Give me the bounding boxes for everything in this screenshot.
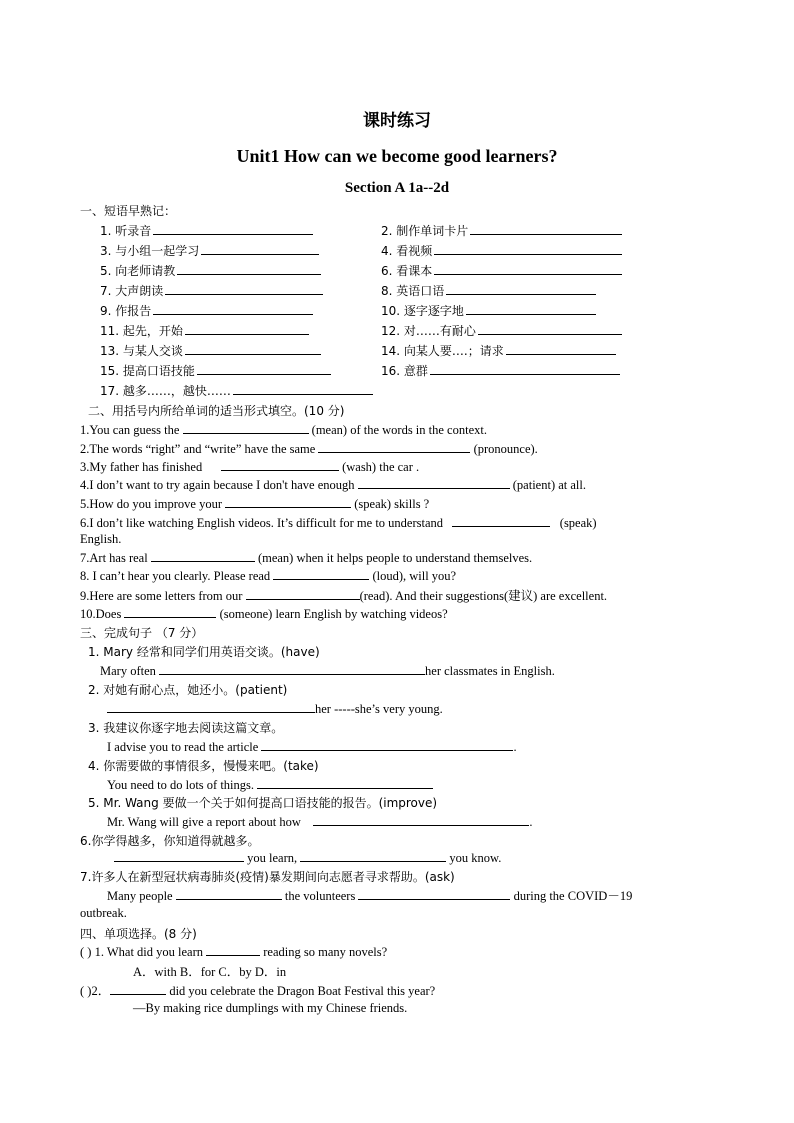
- p3-q7-line: Many people the volunteers during the COVID－19: [107, 889, 633, 903]
- phrase-item: [381, 222, 622, 239]
- answer-blank[interactable]: [358, 476, 510, 489]
- phrase-item: [100, 382, 373, 399]
- part1-heading: 一、短语早熟记：: [80, 204, 177, 218]
- answer-blank[interactable]: [358, 887, 510, 900]
- answer-blank[interactable]: [114, 849, 244, 862]
- answer-blank[interactable]: [233, 382, 373, 395]
- answer-blank[interactable]: [177, 262, 321, 275]
- answer-blank[interactable]: [506, 342, 616, 355]
- phrase-label: 2. 制作单词卡片: [381, 224, 469, 238]
- answer-blank[interactable]: [107, 700, 315, 713]
- p3-q7-cont: outbreak.: [80, 906, 127, 920]
- phrase-item: [381, 302, 596, 319]
- p3-q3: 3. 我建议你逐字地去阅读这篇文章。: [88, 721, 284, 735]
- p2-q5: 5.How do you improve your (speak) skills ?: [80, 497, 430, 511]
- p4-q1-options: A．with B．for C．by D．in: [133, 965, 287, 979]
- p3-q1-line: Mary often her classmates in English.: [100, 664, 555, 678]
- p3-q7: 7.许多人在新型冠状病毒肺炎(疫情)暴发期间向志愿者寻求帮助。(ask): [80, 870, 455, 884]
- answer-blank[interactable]: [153, 302, 313, 315]
- p4-q2: ( )2． did you celebrate the Dragon Boat Festival this year?: [80, 984, 436, 998]
- phrase-label: 11. 起先，开始: [100, 324, 183, 338]
- part3-heading: 三、完成句子 （7 分）: [80, 626, 204, 640]
- phrase-label: 10. 逐字逐字地: [381, 304, 464, 318]
- phrase-label: 13. 与某人交谈: [100, 344, 183, 358]
- answer-blank[interactable]: [165, 282, 323, 295]
- answer-blank[interactable]: [466, 302, 596, 315]
- p3-q3-line: I advise you to read the article .: [107, 740, 517, 754]
- answer-blank[interactable]: [185, 322, 309, 335]
- p3-q2: 2. 对她有耐心点，她还小。(patient): [88, 683, 288, 697]
- p2-q6-cont: English.: [80, 532, 122, 546]
- answer-blank[interactable]: [446, 282, 596, 295]
- phrase-item: [100, 242, 319, 259]
- answer-blank[interactable]: [434, 262, 622, 275]
- phrase-label: 1. 听录音: [100, 224, 152, 238]
- phrase-item: [100, 342, 321, 359]
- answer-blank[interactable]: [221, 458, 339, 471]
- p2-q7: 7.Art has real (mean) when it helps people to understand themselves.: [80, 551, 533, 565]
- p3-q2-line: her -----she’s very young.: [107, 700, 443, 717]
- p3-q5: 5. Mr. Wang 要做一个关于如何提高口语技能的报告。(improve): [88, 796, 438, 810]
- answer-blank[interactable]: [185, 342, 321, 355]
- phrase-label: 15. 提高口语技能: [100, 364, 195, 378]
- unit-title: Unit1 How can we become good learners?: [236, 146, 558, 166]
- answer-blank[interactable]: [225, 495, 351, 508]
- phrase-label: 14. 向某人要….；请求: [381, 344, 504, 358]
- answer-blank[interactable]: [201, 242, 319, 255]
- p2-q6: 6.I don’t like watching English videos. It’s difficult for me to understand (speak): [80, 516, 597, 530]
- phrase-item: [100, 222, 313, 239]
- answer-blank[interactable]: [110, 982, 166, 995]
- p2-q2: 2.The words “right” and “write” have the same (pronounce).: [80, 442, 538, 456]
- p3-q6: 6.你学得越多，你知道得就越多。: [80, 834, 260, 848]
- phrase-label: 7. 大声朗读: [100, 284, 164, 298]
- phrase-item: [381, 342, 616, 359]
- answer-blank[interactable]: [478, 322, 622, 335]
- answer-blank[interactable]: [452, 514, 550, 527]
- phrase-label: 16. 意群: [381, 364, 428, 378]
- phrase-item: [381, 322, 622, 339]
- answer-blank[interactable]: [183, 421, 309, 434]
- p3-q6-line: you learn, you know.: [114, 849, 501, 866]
- page-title: 课时练习: [363, 111, 431, 131]
- p3-q4: 4. 你需要做的事情很多，慢慢来吧。(take): [88, 759, 319, 773]
- section-title: Section A 1a--2d: [344, 180, 450, 196]
- phrase-item: [381, 242, 622, 259]
- answer-blank[interactable]: [159, 662, 425, 675]
- phrase-item: [381, 262, 622, 279]
- phrase-item: [381, 282, 596, 299]
- answer-blank[interactable]: [318, 440, 470, 453]
- phrase-item: [100, 262, 321, 279]
- answer-blank[interactable]: [434, 242, 622, 255]
- p3-q1: 1. Mary 经常和同学们用英语交谈。(have): [88, 645, 320, 659]
- part4-heading: 四、单项选择。(8 分): [80, 927, 197, 941]
- answer-blank[interactable]: [313, 813, 529, 826]
- phrase-item: [100, 322, 309, 339]
- phrase-item: [100, 302, 313, 319]
- answer-blank[interactable]: [273, 567, 369, 580]
- phrase-label: 3. 与小组一起学习: [100, 244, 200, 258]
- answer-blank[interactable]: [300, 849, 446, 862]
- phrase-label: 6. 看课本: [381, 264, 433, 278]
- answer-blank[interactable]: [261, 738, 513, 751]
- phrase-item: [100, 282, 323, 299]
- p2-q8: 8. I can’t hear you clearly. Please read (loud), will you?: [80, 569, 457, 583]
- p4-q1: ( ) 1. What did you learn reading so many novels?: [80, 945, 388, 959]
- p2-q3: 3.My father has finished (wash) the car .: [80, 460, 420, 474]
- phrase-label: 17. 越多……，越快……: [100, 384, 231, 398]
- phrase-label: 5. 向老师请教: [100, 264, 176, 278]
- p2-q9: 9.Here are some letters from our (read). And their suggestions(建议) are excellent.: [80, 589, 608, 603]
- p2-q10: 10.Does (someone) learn English by watching videos?: [80, 607, 448, 621]
- answer-blank[interactable]: [206, 943, 260, 956]
- answer-blank[interactable]: [197, 362, 331, 375]
- p2-q4: 4.I don’t want to try again because I don't have enough (patient) at all.: [80, 478, 586, 492]
- answer-blank[interactable]: [257, 776, 433, 789]
- answer-blank[interactable]: [470, 222, 622, 235]
- phrase-label: 8. 英语口语: [381, 284, 445, 298]
- p3-q5-line: Mr. Wang will give a report about how .: [107, 815, 533, 829]
- p4-q2-answer: —By making rice dumplings with my Chinese friends.: [133, 1001, 408, 1015]
- answer-blank[interactable]: [246, 587, 360, 600]
- answer-blank[interactable]: [151, 549, 255, 562]
- answer-blank[interactable]: [124, 605, 216, 618]
- phrase-label: 9. 作报告: [100, 304, 152, 318]
- answer-blank[interactable]: [153, 222, 313, 235]
- phrase-item: [381, 362, 620, 379]
- p3-q4-line: You need to do lots of things.: [107, 776, 433, 793]
- part2-heading: 二、用括号内所给单词的适当形式填空。(10 分): [88, 404, 345, 418]
- phrase-label: 12. 对……有耐心: [381, 324, 476, 338]
- answer-blank[interactable]: [430, 362, 620, 375]
- p2-q1: 1.You can guess the (mean) of the words in the context.: [80, 423, 487, 437]
- phrase-label: 4. 看视频: [381, 244, 433, 258]
- phrase-item: [100, 362, 331, 379]
- answer-blank[interactable]: [176, 887, 282, 900]
